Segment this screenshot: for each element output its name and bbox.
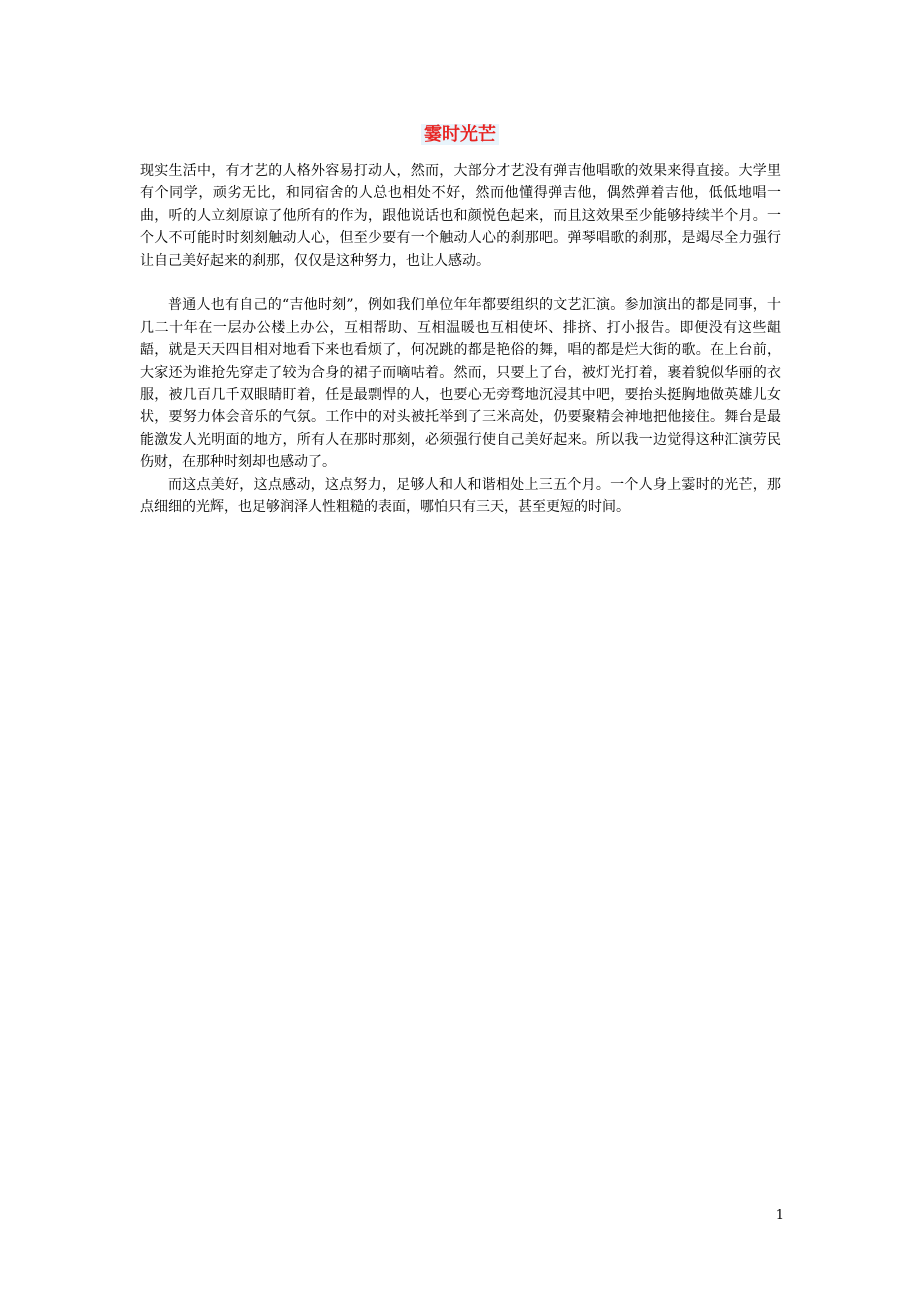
title-text: 霎时光芒 — [421, 124, 499, 145]
document-title — [0, 122, 920, 148]
article-body — [140, 160, 781, 518]
paragraph-3: 而这点美好，这点感动，这点努力，足够人和人和谐相处上三五个月。一个人身上霎时的光芒，那点细细的光辉，也足够润泽人性粗糙的表面，哪怕只有三天，甚至更短的时间。 — [140, 476, 781, 516]
page-number: 1 — [775, 1208, 784, 1223]
paragraph-2: 普通人也有自己的“吉他时刻”，例如我们单位年年都要组织的文艺汇演。参加演出的都是同事，十几二十年在一层办公楼上办公，互相帮助、互相温暖也互相使坏、排挤、打小报告。即便没有这些龃龉，就是天天四目相对地看下来也看烦了，何况跳的都是艳俗的舞，唱的都是烂大街的歌。在上台前，大家还为谁抢先穿走了较为合身的裙子而嘀咕着。然而，只要上了台，被灯光打着，裹着貌似华丽的衣服，被几百几千双眼睛盯着，任是最剽悍的人，也要心无旁骛地沉浸其中吧，要抬头挺胸地做英雄儿女状，要努力体会音乐的气氛。工作中的对头被托举到了三米高处，仍要聚精会神地把他接住。舞台是最能激发人光明面的地方，所有人在那时那刻，必须强行使自己美好起来。所以我一边觉得这种汇演劳民伤财，在那种时刻却也感动了。 — [140, 297, 781, 471]
paragraph-1: 现实生活中，有才艺的人格外容易打动人，然而，大部分才艺没有弹吉他唱歌的效果来得直接。大学里有个同学，顽劣无比，和同宿舍的人总也相处不好，然而他懂得弹吉他，偶然弹着吉他，低低地唱一曲，听的人立刻原谅了他所有的作为，跟他说话也和颜悦色起来，而且这效果至少能够持续半个月。一个人不可能时时刻刻触动人心，但至少要有一个触动人心的刹那吧。弹琴唱歌的刹那，是竭尽全力强行让自己美好起来的刹那，仅仅是这种努力，也让人感动。 — [140, 163, 781, 269]
